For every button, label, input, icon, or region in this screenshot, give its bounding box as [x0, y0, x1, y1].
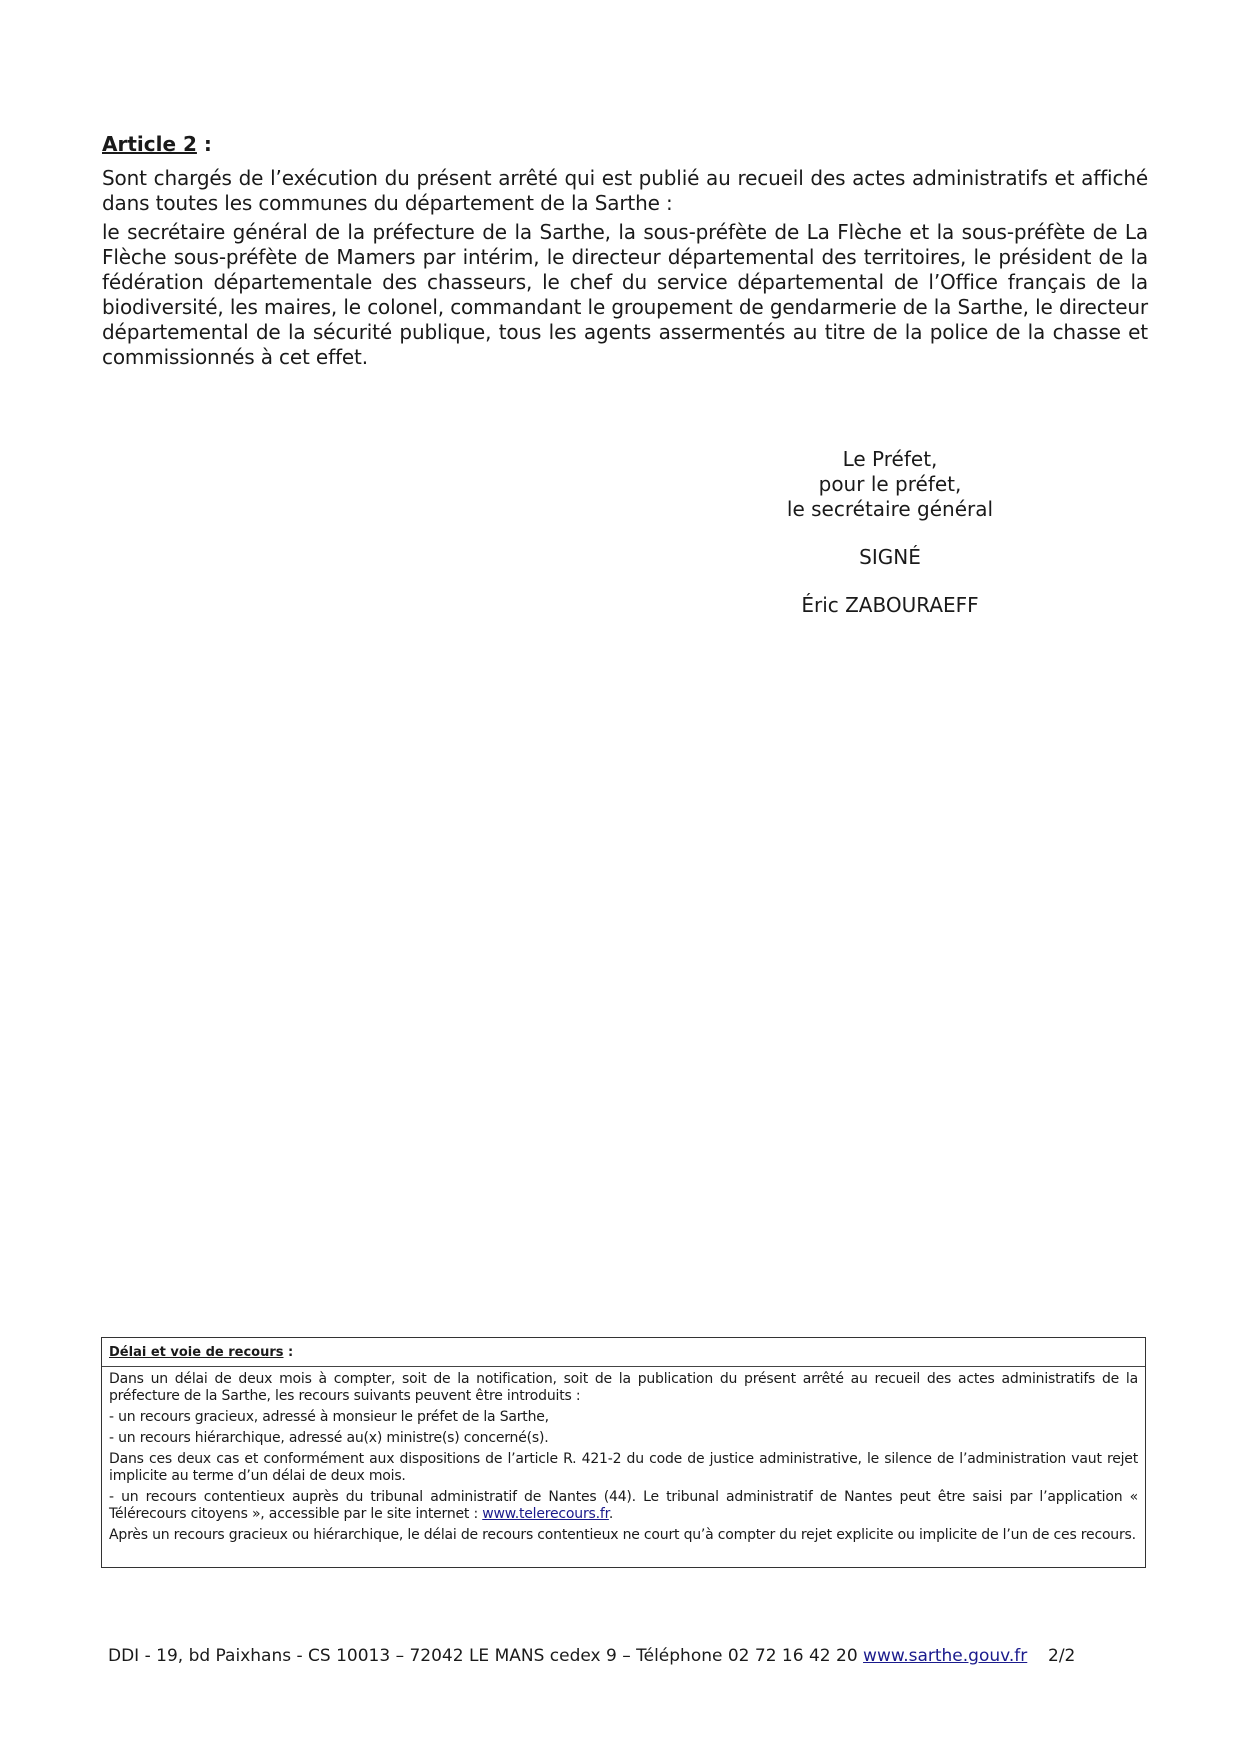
- article-title-suffix: :: [196, 132, 212, 156]
- recours-title: [109, 1344, 1138, 1361]
- recours-paragraph-6: Après un recours gracieux ou hiérarchique, le délai de recours contentieux ne court qu’à compter du rejet explicite ou implicite de l’un de ces recours.: [109, 1527, 1136, 1543]
- recours-paragraph-1: Dans un délai de deux mois à compter, soit de la notification, soit de la publication du présent arrêté au recueil des actes administratifs de la préfecture de la Sarthe, les recours suivants peuvent être introduits :: [109, 1371, 1138, 1404]
- recours-box: [101, 1337, 1146, 1568]
- article-title: [102, 130, 1148, 158]
- page-footer: [108, 1645, 1076, 1667]
- recours-paragraph-2: - un recours gracieux, adressé à monsieur le préfet de la Sarthe,: [109, 1409, 549, 1425]
- article-paragraph-1: Sont chargés de l’exécution du présent arrêté qui est publié au recueil des actes administratifs et affiché dans toutes les communes du département de la Sarthe :: [102, 166, 1148, 215]
- recours-paragraph-4: Dans ces deux cas et conformément aux dispositions de l’article R. 421-2 du code de justice administrative, le silence de l’administration vaut rejet implicite au terme d’un délai de deux mois.: [109, 1451, 1138, 1484]
- recours-title-suffix: :: [283, 1345, 294, 1360]
- signature-block: [760, 447, 1020, 618]
- article-2: [102, 130, 1148, 374]
- signatory-name: Éric ZABOURAEFF: [801, 593, 979, 617]
- signature-line-3: le secrétaire général: [786, 497, 994, 521]
- signature-signed: SIGNÉ: [859, 545, 921, 569]
- recours-paragraph-3: - un recours hiérarchique, adressé au(x) ministre(s) concerné(s).: [109, 1430, 549, 1446]
- footer-address: DDI - 19, bd Paixhans - CS 10013 – 72042 LE MANS cedex 9 – Téléphone 02 72 16 42 20: [108, 1646, 864, 1666]
- telerecours-link[interactable]: www.telerecours.fr: [482, 1506, 609, 1522]
- recours-paragraph-5-text: - un recours contentieux auprès du tribunal administratif de Nantes (44). Le tribunal administratif de Nantes peut être saisi par l’application « Télérecours citoyens », accessible par le site internet :: [109, 1489, 1138, 1522]
- footer-website-link[interactable]: www.sarthe.gouv.fr: [863, 1646, 1028, 1666]
- recours-paragraph-5: [109, 1489, 1138, 1523]
- article-title-label: Article 2: [102, 132, 197, 156]
- page-number: 2/2: [1048, 1646, 1076, 1666]
- signature-line-1: Le Préfet,: [842, 447, 938, 471]
- recours-title-label: Délai et voie de recours: [109, 1345, 284, 1360]
- article-paragraph-2: le secrétaire général de la préfecture de la Sarthe, la sous-préfète de La Flèche et la sous-préfète de La Flèche sous-préfète de Mamers par intérim, le directeur départemental des territoires, le président de la fédération départementale des chasseurs, le chef du service départemental de l’Office français de la biodiversité, les maires, le colonel, commandant le groupement de gendarmerie de la Sarthe, le directeur départemental de la sécurité publique, tous les agents assermentés au titre de la police de la chasse et commissionnés à cet effet.: [102, 220, 1148, 369]
- recours-paragraph-5-end: .: [608, 1506, 614, 1522]
- recours-divider: [102, 1366, 1145, 1367]
- signature-line-2: pour le préfet,: [818, 472, 962, 496]
